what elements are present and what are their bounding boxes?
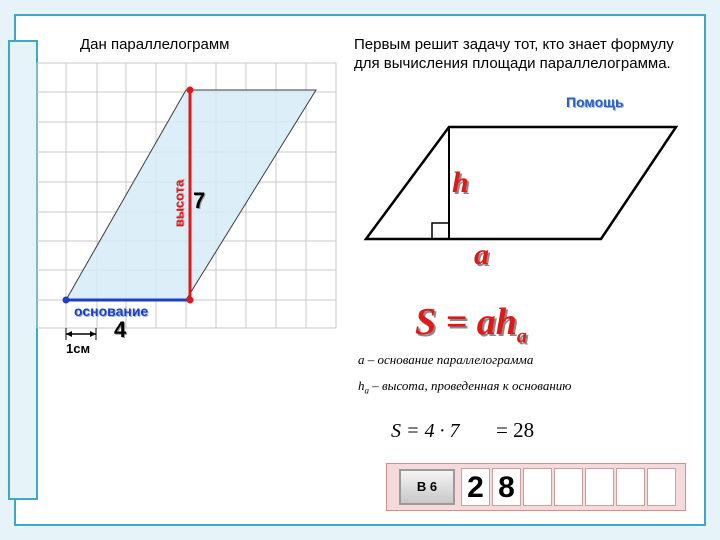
area-formula-sub: a (516, 325, 527, 348)
task-text: Первым решит задачу тот, кто знает формулу для вычисления площади параллелограмма. (354, 36, 674, 72)
unit-label: 1см (66, 341, 91, 356)
height-value: 7 (193, 188, 206, 213)
answer-cell-5[interactable] (585, 468, 614, 506)
calc-expression: S = 4 · 7 (391, 420, 460, 442)
answer-panel (386, 463, 686, 511)
problem-title: Дан параллелограмм (80, 36, 230, 53)
answer-cell-6[interactable] (616, 468, 645, 506)
label-h: h (452, 166, 469, 199)
right-angle-mark (432, 223, 449, 239)
help-link[interactable]: Помощь (566, 94, 624, 110)
area-formula-main: S = ah (415, 301, 517, 343)
base-value: 4 (114, 317, 127, 342)
answer-cell-7[interactable] (647, 468, 676, 506)
label-a: a (474, 238, 489, 271)
schematic-parallelogram (366, 127, 676, 239)
height-word: высота (171, 179, 187, 228)
calc-result: = 28 (496, 418, 535, 442)
variant-button[interactable]: В 6 (399, 469, 455, 505)
answer-cell-4[interactable] (554, 468, 583, 506)
answer-cell-2[interactable]: 8 (492, 468, 521, 506)
def-height-sub: a (364, 385, 369, 396)
base-word: основание (74, 303, 149, 319)
answer-cell-3[interactable] (523, 468, 552, 506)
def-height-rest: – высота, проведенная к основанию (369, 378, 572, 393)
def-height-main: h (358, 378, 365, 393)
def-height (358, 378, 571, 396)
area-formula (415, 300, 527, 349)
def-base: a – основание параллелограмма (358, 352, 534, 367)
answer-cell-1[interactable]: 2 (461, 468, 490, 506)
